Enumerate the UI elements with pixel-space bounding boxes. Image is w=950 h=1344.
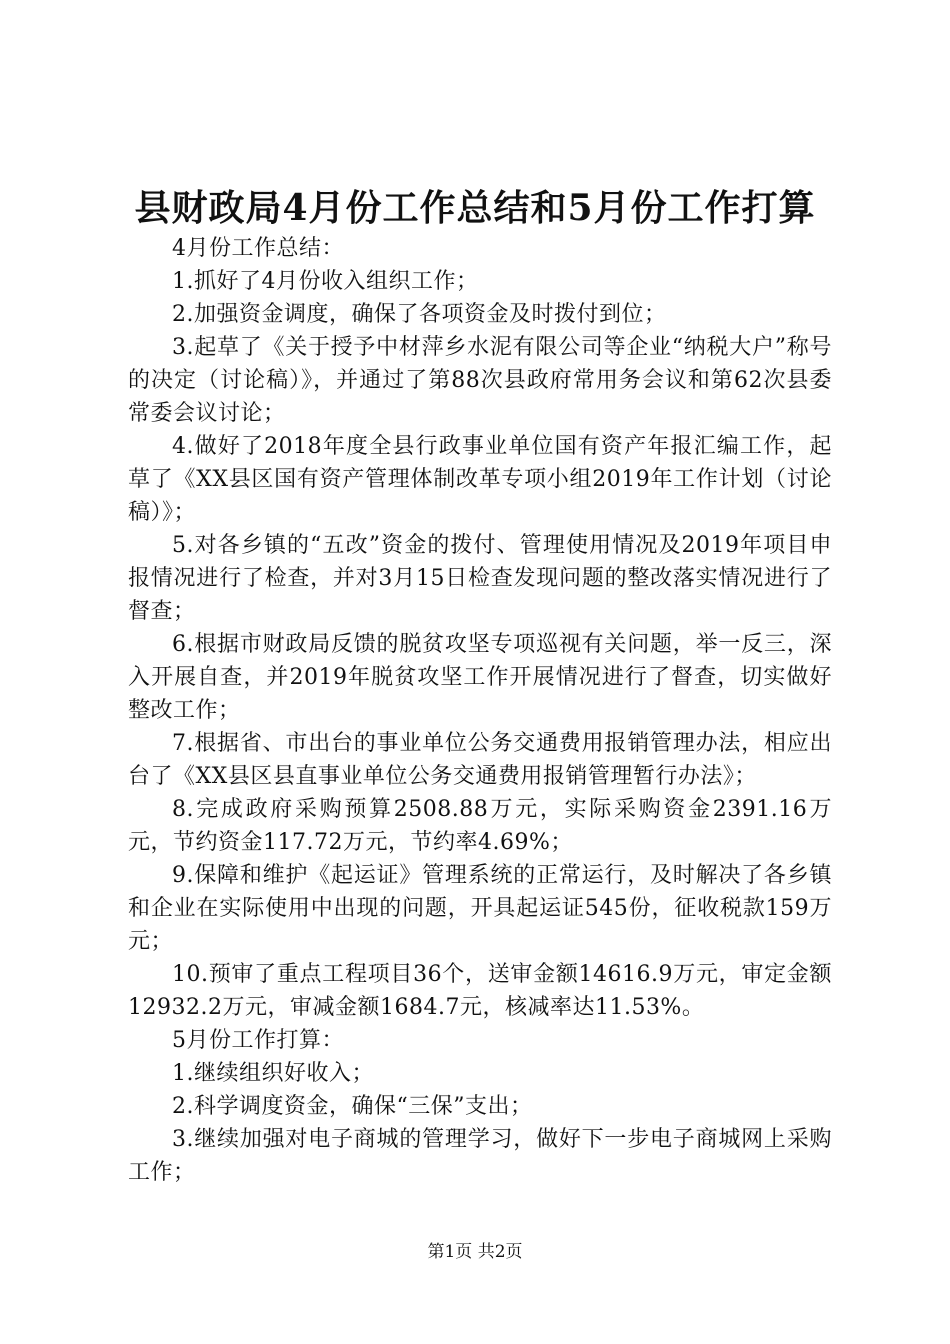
paragraph: 1.抓好了4月份收入组织工作；: [172, 269, 479, 294]
document-body: [128, 232, 832, 1189]
paragraph: 2.科学调度资金，确保“三保”支出；: [172, 1094, 533, 1119]
paragraph: 4月份工作总结：: [172, 236, 344, 261]
paragraph: 3.继续加强对电子商城的管理学习，做好下一步电子商城网上采购工作；: [128, 1127, 832, 1185]
paragraph: 8.完成政府采购预算2508.88万元，实际采购资金2391.16万元，节约资金117.72万元，节约率4.69%；: [128, 797, 832, 855]
paragraph: 4.做好了2018年度全县行政事业单位国有资产年报汇编工作，起草了《XX县区国有资产管理体制改革专项小组2019年工作计划（讨论稿）》；: [128, 434, 832, 525]
paragraph: 10.预审了重点工程项目36个，送审金额14616.9万元，审定金额12932.2万元，审减金额1684.7元，核减率达11.53%。: [128, 962, 832, 1020]
paragraph: 3.起草了《关于授予中材萍乡水泥有限公司等企业“纳税大户”称号的决定（讨论稿）》，并通过了第88次县政府常用务会议和第62次县委常委会议讨论；: [128, 335, 832, 426]
paragraph: 7.根据省、市出台的事业单位公务交通费用报销管理办法，相应出台了《XX县区县直事业单位公务交通费用报销管理暂行办法》；: [128, 731, 832, 789]
page-number-footer: 第1页 共2页: [427, 1242, 523, 1262]
paragraph: 1.继续组织好收入；: [172, 1061, 374, 1086]
paragraph: 9.保障和维护《起运证》管理系统的正常运行，及时解决了各乡镇和企业在实际使用中出现的问题，开具起运证545份，征收税款159万元；: [128, 863, 832, 954]
paragraph: 5.对各乡镇的“五改”资金的拨付、管理使用情况及2019年项目申报情况进行了检查，并对3月15日检查发现问题的整改落实情况进行了督查；: [128, 533, 832, 624]
paragraph: 5月份工作打算：: [172, 1028, 344, 1053]
paragraph: 2.加强资金调度，确保了各项资金及时拨付到位；: [172, 302, 667, 327]
paragraph: 6.根据市财政局反馈的脱贫攻坚专项巡视有关问题，举一反三，深入开展自查，并2019年脱贫攻坚工作开展情况进行了督查，切实做好整改工作；: [128, 632, 832, 723]
document-title: 县财政局4月份工作总结和5月份工作打算: [134, 187, 816, 229]
